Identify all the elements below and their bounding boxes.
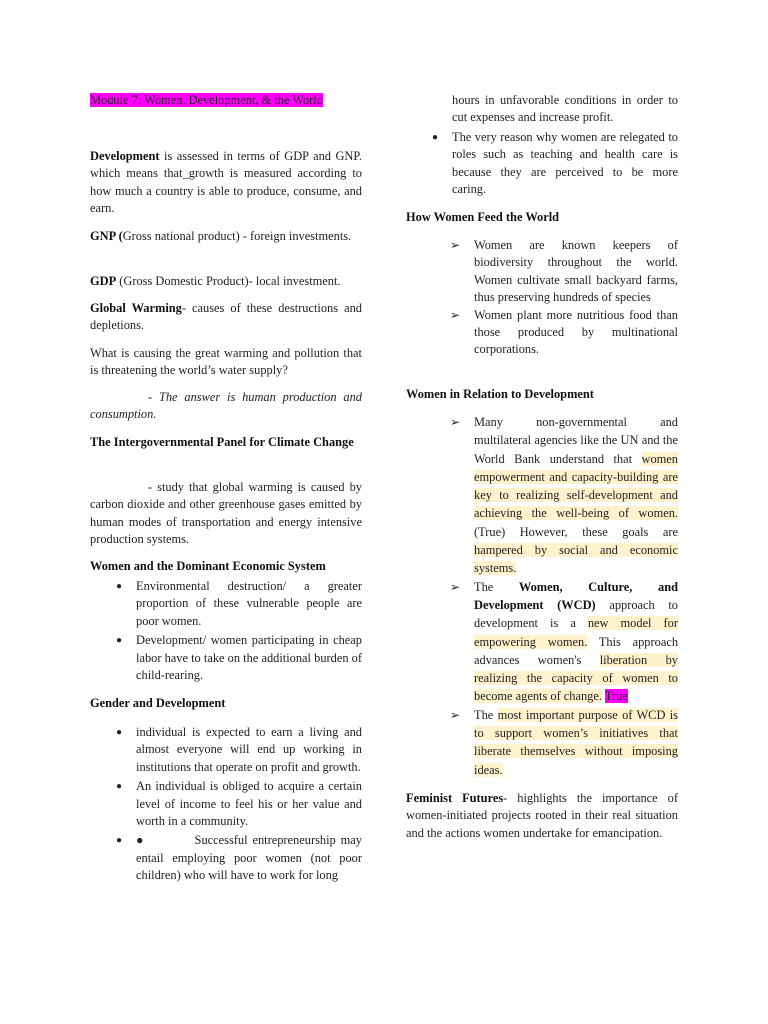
- highlighted-text: women empowerment and capacity-building are key to realizing self-development and achieving the well-being of women.: [474, 451, 678, 521]
- relation-item-1-text-2: (True) However, these goals are: [474, 524, 678, 539]
- gdp-term: GDP: [90, 274, 117, 288]
- relation-list: [450, 413, 679, 779]
- highlighted-text: hampered by social and economic systems.: [474, 543, 678, 576]
- global-warming-term: Global Warming: [90, 301, 182, 315]
- arrow-bullet-icon: ➢: [450, 707, 461, 722]
- bullet-marker: ●: [116, 727, 123, 738]
- bullet-marker: ●: [116, 781, 123, 793]
- feminist-futures-text: - highlights the importance of women-initiated projects rooted in their real situation and the actions women undertake for emancipation.: [406, 791, 678, 840]
- list-item: [116, 778, 362, 830]
- relation-item-2-text: The: [474, 579, 519, 594]
- feminist-futures: [406, 790, 678, 842]
- list-item: [116, 578, 362, 630]
- continuation-text: hours in unfavorable conditions in order to cut expenses and increase profit.: [452, 93, 678, 125]
- arrow-bullet-icon: ➢: [450, 579, 461, 594]
- development-term: Development: [90, 149, 160, 163]
- arrow-bullet-icon: ➢: [450, 307, 461, 322]
- relation-heading: [406, 386, 678, 403]
- list-item-text: An individual is obliged to acquire a certain level of income to feel his or her value and worth in a community.: [136, 779, 362, 829]
- list-item-text: Environmental destruction/ a greater proportion of these vulnerable people are poor women.: [136, 579, 362, 628]
- answer-text: - The answer is human production and consumption.: [90, 390, 362, 422]
- feed-heading-text: How Women Feed the World: [406, 210, 560, 224]
- list-item-text: Women are known keepers of biodiversity throughout the world. Women cultivate small backyard farms, thus preserving hundreds of species: [474, 238, 678, 305]
- gdp-definition: [90, 273, 362, 290]
- bullet-marker: ●: [116, 635, 123, 647]
- relation-item-2-text-3: This approach advances women's: [474, 634, 679, 667]
- list-item: [116, 632, 362, 684]
- gad-list: [116, 724, 366, 885]
- relation-heading-text: Women in Relation to Development: [406, 387, 594, 401]
- list-item-text: The very reason why women are relegated to roles such as teaching and health care is because they are perceived to be more caring.: [452, 130, 678, 197]
- gad-heading-text: Gender and Development: [90, 696, 226, 710]
- relation-item-2-text-2: approach to development is a: [474, 597, 678, 631]
- development-text: is assessed in terms of GDP and GNP. which means that_growth is measured according to how much a country is able to produce, consume, and earn.: [90, 149, 362, 216]
- question-text: What is causing the great warming and pollution that is threatening the world’s water supply?: [90, 346, 362, 378]
- list-item: [116, 832, 366, 884]
- list-item: [450, 237, 678, 307]
- economic-list: [116, 578, 362, 684]
- bullet-marker: ●: [116, 581, 123, 592]
- development-definition: [90, 148, 362, 218]
- gnp-definition: [90, 228, 362, 245]
- wcd-term: Women, Culture, and Development (WCD): [474, 579, 678, 612]
- reason-list: [432, 129, 678, 199]
- highlighted-text: liberation by realizing the capacity of women to become agents of change.: [474, 652, 678, 704]
- list-item: [432, 129, 678, 199]
- gnp-term: GNP (: [90, 229, 123, 243]
- gdp-text: (Gross Domestic Product)- local investment.: [116, 274, 341, 288]
- list-item: [450, 578, 679, 706]
- module-title-text: Module 7: Women, Development, & the World: [90, 93, 323, 107]
- list-item: [450, 307, 678, 359]
- true-marker: True: [604, 689, 628, 704]
- highlighted-text: most important purpose of WCD is to support women’s initiatives that liberate themselves without imposing ideas.: [474, 707, 678, 777]
- bullet-marker: ●: [116, 835, 123, 847]
- gnp-text: Gross national product) - foreign investments.: [122, 229, 352, 243]
- list-item-text: Development/ women participating in cheap labor have to take on the additional burden of child-rearing.: [136, 633, 362, 683]
- economic-heading-text: Women and the Dominant Economic System: [90, 559, 326, 573]
- highlighted-text: new model for empowering women.: [474, 616, 678, 649]
- gad-heading: [90, 695, 362, 712]
- global-warming-text: - causes of these destructions and depletions.: [90, 301, 362, 333]
- feed-heading: [406, 209, 678, 226]
- ipcc-heading-text: The Intergovernmental Panel for Climate Change: [90, 435, 354, 449]
- list-item-text: ● Successful entrepreneurship may entail employing poor women (not poor children) who will have to work for long: [136, 833, 366, 883]
- list-item: [450, 706, 678, 779]
- bullet-marker: ●: [432, 132, 439, 143]
- list-item-text: individual is expected to earn a living and almost everyone will end up working in institutions that operate on profit and growth.: [136, 725, 362, 774]
- global-warming-definition: [90, 300, 362, 335]
- module-title: [90, 92, 362, 109]
- economic-heading: [90, 558, 362, 575]
- list-item-text: Women plant more nutritious food than those produced by multinational corporations.: [474, 307, 678, 357]
- ipcc-heading: [90, 434, 362, 451]
- relation-item-3-text: The: [474, 707, 498, 722]
- relation-item-1-text: Many non-governmental and multilateral agencies like the UN and the World Bank understand that: [474, 415, 678, 466]
- arrow-bullet-icon: ➢: [450, 238, 461, 252]
- list-item: [450, 413, 678, 578]
- feed-list: [450, 237, 678, 359]
- feminist-futures-term: Feminist Futures: [406, 791, 504, 805]
- list-item: [116, 724, 362, 776]
- ipcc-text: - study that global warming is caused by carbon dioxide and other greenhouse gases emitted by human modes of transportation and energy intensive production systems.: [90, 480, 362, 547]
- arrow-bullet-icon: ➢: [450, 415, 461, 429]
